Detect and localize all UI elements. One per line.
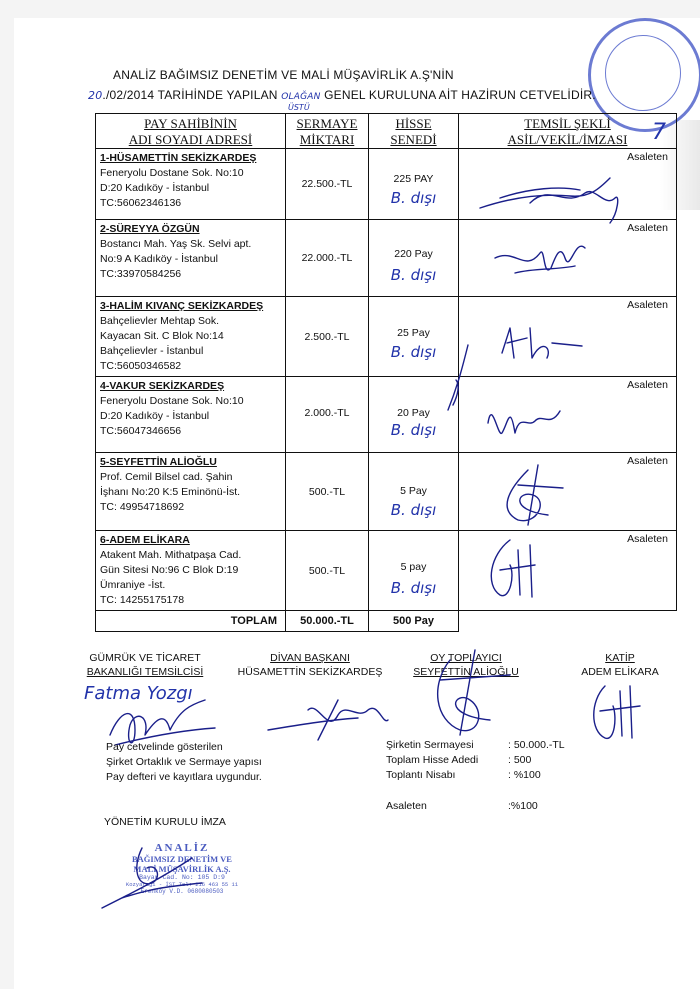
signature-chair [258,690,398,750]
total-label: TOPLAM [96,611,286,632]
representation-type: Asaleten [627,299,668,311]
table-row [96,377,677,453]
capital-cell: 500.-TL [286,531,369,611]
owner-tc: TC:56047346656 [100,425,182,437]
owner-cell [96,220,286,297]
stamp-line: Bayar Cad. No: 105 D:9 [139,874,225,881]
capital-cell: 2.500.-TL [286,297,369,377]
owner-address: No:9 A Kadıköy - İstanbul [100,253,218,265]
header-line-1: ANALİZ BAĞIMSIZ DENETİM VE MALİ MÜŞAVİRLİK A.Ş'NİN [113,68,454,82]
shares-value: 20 Pay [397,407,430,419]
summary-label: Toplam Hisse Adedi [386,754,479,766]
chair-block [226,651,394,679]
header-line-2-end: GENEL KURULUNA AİT HAZİRUN CETVELİDİR. [324,88,596,102]
stamp-line: Kozyatağı - İST Tel: 216 463 55 11 [125,881,239,888]
stamp-line: MALİ MÜŞAVİRLİK A.Ş. [133,864,231,874]
owner-name: 4-VAKUR SEKİZKARDEŞ [100,380,225,392]
summary-label: Asaleten [386,800,427,812]
owner-address: Bostancı Mah. Yaş Sk. Selvi apt. [100,238,252,250]
shares-cell [369,531,459,611]
header-date-text: ./02/2014 TARİHİNDE YAPILAN [102,88,278,102]
total-shares: 500 Pay [369,611,459,632]
column-header: TEMSİL ŞEKLİ ASİL/VEKİL/İMZASI [459,114,677,149]
capital-summary [386,738,596,814]
shares-cell [369,453,459,531]
chair-name: HÜSAMETTİN SEKİZKARDEŞ [237,666,383,678]
column-header: PAY SAHİBİNİN ADI SOYADI ADRESİ [96,114,286,149]
representation-type: Asaleten [627,151,668,163]
signature-board [92,838,212,918]
shares-note: B. dışı [390,421,437,439]
vote-collector-name: SEYFETTİN ALİOĞLU [413,666,519,678]
owner-address: Kayacan Sit. C Blok No:14 [100,330,224,342]
table-row [96,531,677,611]
handwritten-bracket-mark [438,340,478,420]
shares-note: B. dışı [390,579,437,597]
summary-label: Şirketin Sermayesi [386,739,474,751]
signature-halim [492,318,592,368]
capital-cell: 500.-TL [286,453,369,531]
note-line: Pay cetvelinde gösterilen [106,741,223,753]
shares-note: B. dışı [390,266,437,284]
total-empty-cell [459,611,677,632]
owner-name: 3-HALİM KIVANÇ SEKİZKARDEŞ [100,300,264,312]
summary-row-capital [386,738,596,753]
owner-address: Feneryolu Dostane Sok. No:10 [100,167,244,179]
signature-sureyya [485,228,605,288]
shares-cell [369,220,459,297]
registry-note [106,740,262,785]
summary-value: : 500 [508,754,532,766]
owner-address: Gün Sitesi No:96 C Blok D:19 [100,564,239,576]
owner-cell [96,297,286,377]
date-handwritten: 20 [88,89,103,102]
summary-value: : %100 [508,769,541,781]
summary-value: :%100 [508,800,538,812]
shares-value: 225 PAY [393,173,434,185]
representation-type: Asaleten [627,222,668,234]
owner-name: 2-SÜREYYA ÖZGÜN [100,223,200,235]
capital-cell: 22.500.-TL [286,149,369,220]
page-mark: 7 [652,120,666,145]
owner-tc: TC:56062346136 [100,197,182,209]
summary-row-asaleten [386,799,596,814]
owner-cell [96,149,286,220]
shares-note: B. dışı [390,343,437,361]
owner-address: Prof. Cemil Bilsel cad. Şahin [100,471,233,483]
stamp-line: BAĞIMSIZ DENETİM VE [132,854,232,864]
signature-adem [480,535,560,605]
ministry-rep-block [75,651,215,679]
representation-type: Asaleten [627,533,668,545]
summary-value: : 50.000.-TL [508,739,565,751]
owner-address: D:20 Kadıköy - İstanbul [100,410,210,422]
owner-address: Ümraniye -İst. [100,579,166,591]
owner-name: 6-ADEM ELİKARA [100,534,190,546]
ministry-rep-name-handwritten: Fatma Yozgı [84,683,193,704]
owner-tc: TC:33970584256 [100,268,182,280]
owner-address: D:20 Kadıköy - İstanbul [100,182,210,194]
clerk-title: KATİP [605,652,635,664]
note-line: Şirket Ortaklık ve Sermaye yapısı [106,756,262,768]
clerk-block [570,651,670,679]
owner-tc: TC:56050346582 [100,360,182,372]
owner-cell [96,531,286,611]
owner-name: 1-HÜSAMETTİN SEKİZKARDEŞ [100,152,257,164]
owner-name: 5-SEYFETTİN ALİOĞLU [100,456,217,468]
shares-value: 220 Pay [394,248,433,260]
shares-value: 5 pay [400,561,427,573]
signature-husamettin [470,168,630,228]
total-row [96,611,677,632]
vote-collector-title: OY TOPLAYICI [430,652,502,664]
signature-vote-collector [420,640,530,740]
capital-cell: 22.000.-TL [286,220,369,297]
signature-vakur [480,393,580,453]
shares-value: 25 Pay [397,327,430,339]
signature-clerk [585,676,655,746]
column-header: SERMAYE MİKTARI [286,114,369,149]
meeting-type-above: ÜSTÜ [288,103,310,112]
owner-tc: TC: 49954718692 [100,501,185,513]
owner-address: Feneryolu Dostane Sok. No:10 [100,395,244,407]
representation-type: Asaleten [627,379,668,391]
ministry-title-2: BAKANLIĞI TEMSİLCİSİ [86,666,204,678]
signature-seyfettin [488,460,588,530]
table-row [96,453,677,531]
summary-row-quorum [386,768,596,783]
shares-note: B. dışı [390,501,437,519]
representation-type: Asaleten [627,455,668,467]
board-signature-label: YÖNETİM KURULU İMZA [104,816,226,828]
summary-label: Toplantı Nisabı [386,769,456,781]
owner-address: Atakent Mah. Mithatpaşa Cad. [100,549,242,561]
shares-value: 5 Pay [400,485,427,497]
header-line-2 [88,88,596,102]
summary-row-shares [386,753,596,768]
owner-cell [96,377,286,453]
owner-address: Bahçelievler Mehtap Sok. [100,315,220,327]
note-line: Pay defteri ve kayıtlara uygundur. [106,771,262,783]
stamp-line: Erenköy V.D. 0680080503 [140,888,224,895]
owner-cell [96,453,286,531]
ministry-title-1: GÜMRÜK VE TİCARET [89,652,201,664]
clerk-name: ADEM ELİKARA [581,666,659,678]
stamp-line: ANALİZ [154,842,210,854]
shares-note: B. dışı [390,189,437,207]
owner-address: Bahçelievler - İstanbul [100,345,204,357]
owner-tc: TC: 14255175178 [100,594,185,606]
column-header: HİSSE SENEDİ [369,114,459,149]
table-header-row [96,114,677,149]
capital-cell: 2.000.-TL [286,377,369,453]
chair-title: DİVAN BAŞKANI [270,652,350,664]
meeting-type-handwritten: OLAĞAN [281,92,321,102]
total-capital: 50.000.-TL [286,611,369,632]
owner-address: İşhanı No:20 K:5 Eminönü-İst. [100,486,241,498]
shares-cell [369,149,459,220]
